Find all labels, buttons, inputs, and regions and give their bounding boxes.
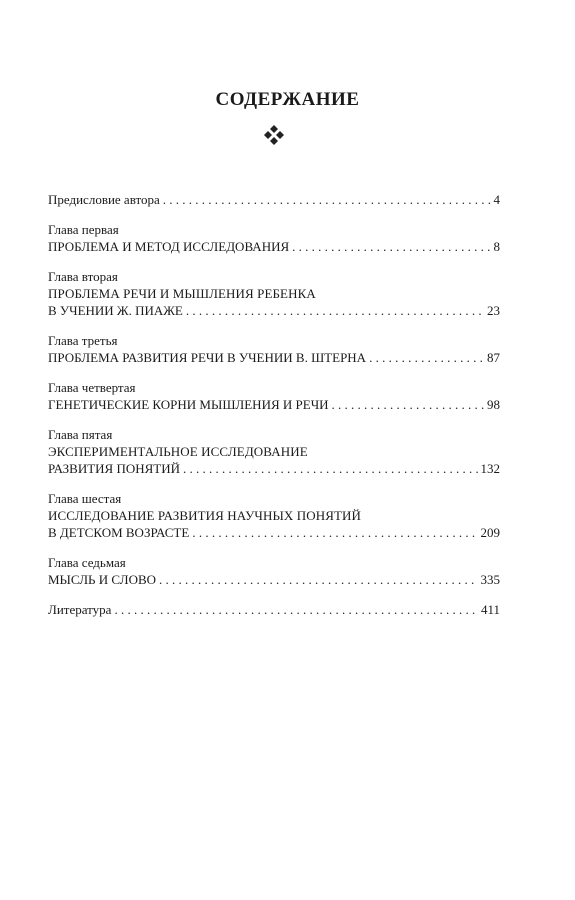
toc-entry-title: ГЕНЕТИЧЕСКИЕ КОРНИ МЫШЛЕНИЯ И РЕЧИ bbox=[48, 397, 329, 412]
toc-entry-title: В УЧЕНИИ Ж. ПИАЖЕ bbox=[48, 303, 183, 318]
chapter-label: Глава седьмая bbox=[48, 555, 126, 570]
four-diamond-ornament-icon bbox=[263, 124, 285, 146]
toc-entry-title-line: ПРОБЛЕМА РЕЧИ И МЫШЛЕНИЯ РЕБЕНКА bbox=[48, 286, 316, 301]
toc-line bbox=[48, 191, 500, 208]
dot-leader bbox=[163, 191, 491, 208]
toc-entry-title: ПРОБЛЕМА РАЗВИТИЯ РЕЧИ В УЧЕНИИ В. ШТЕРНА bbox=[48, 350, 367, 365]
dot-leader bbox=[369, 349, 484, 366]
toc-page-number: 132 bbox=[480, 461, 500, 476]
toc-entry-title: ПРОБЛЕМА И МЕТОД ИССЛЕДОВАНИЯ bbox=[48, 239, 290, 254]
toc-page-number: 87 bbox=[487, 350, 500, 365]
toc-page-number: 23 bbox=[487, 303, 500, 318]
toc-entry-title: Предисловие автора bbox=[48, 192, 160, 207]
chapter-label: Глава пятая bbox=[48, 427, 113, 442]
toc-entry-chapter-6[interactable] bbox=[48, 490, 500, 541]
toc-entry-bibliography[interactable] bbox=[48, 601, 500, 618]
toc-line bbox=[48, 460, 500, 477]
toc-line bbox=[48, 571, 500, 588]
toc-line bbox=[48, 302, 500, 319]
dot-leader bbox=[192, 524, 477, 541]
toc-entry-title: В ДЕТСКОМ ВОЗРАСТЕ bbox=[48, 525, 190, 540]
toc-entry-title-line: ИССЛЕДОВАНИЕ РАЗВИТИЯ НАУЧНЫХ ПОНЯТИЙ bbox=[48, 508, 361, 523]
toc-entry-title: Литература bbox=[48, 602, 112, 617]
page-title: СОДЕРЖАНИЕ bbox=[215, 89, 360, 110]
toc-page-number: 411 bbox=[480, 602, 500, 617]
chapter-label: Глава первая bbox=[48, 222, 119, 237]
toc-page-number: 4 bbox=[493, 192, 500, 207]
toc-page-number: 209 bbox=[480, 525, 500, 540]
toc-entry-chapter-3[interactable] bbox=[48, 332, 500, 366]
toc-entry-chapter-4[interactable] bbox=[48, 379, 500, 413]
toc-line bbox=[48, 396, 500, 413]
chapter-label: Глава четвертая bbox=[48, 380, 136, 395]
toc-page-number: 335 bbox=[480, 572, 500, 587]
toc-entry-chapter-2[interactable] bbox=[48, 268, 500, 319]
dot-leader bbox=[186, 302, 484, 319]
chapter-label: Глава шестая bbox=[48, 491, 122, 506]
toc-entry-title: РАЗВИТИЯ ПОНЯТИЙ bbox=[48, 461, 181, 476]
toc-line bbox=[48, 524, 500, 541]
toc-page-number: 98 bbox=[487, 397, 500, 412]
dot-leader bbox=[332, 396, 484, 413]
toc-page-number: 8 bbox=[493, 239, 500, 254]
toc-line bbox=[48, 238, 500, 255]
table-of-contents bbox=[48, 191, 500, 631]
toc-line bbox=[48, 349, 500, 366]
toc-entry-title-line: ЭКСПЕРИМЕНТАЛЬНОЕ ИССЛЕДОВАНИЕ bbox=[48, 444, 308, 459]
toc-line bbox=[48, 601, 500, 618]
toc-entry-chapter-1[interactable] bbox=[48, 221, 500, 255]
dot-leader bbox=[292, 238, 490, 255]
dot-leader bbox=[183, 460, 477, 477]
toc-entry-title: МЫСЛЬ И СЛОВО bbox=[48, 572, 157, 587]
toc-entry-chapter-7[interactable] bbox=[48, 554, 500, 588]
toc-entry-chapter-5[interactable] bbox=[48, 426, 500, 477]
chapter-label: Глава третья bbox=[48, 333, 118, 348]
chapter-label: Глава вторая bbox=[48, 269, 118, 284]
dot-leader bbox=[159, 571, 477, 588]
dot-leader bbox=[114, 601, 478, 618]
toc-entry-preface[interactable] bbox=[48, 191, 500, 208]
